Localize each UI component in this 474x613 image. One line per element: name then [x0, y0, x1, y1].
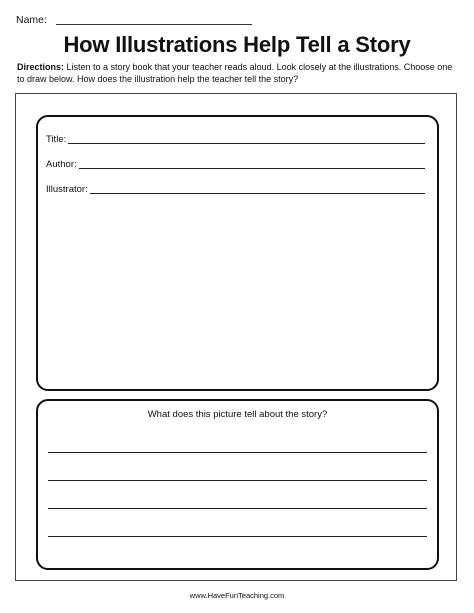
directions-label: Directions:	[17, 62, 65, 72]
name-field[interactable]	[16, 13, 246, 27]
title-field[interactable]	[46, 132, 425, 146]
writing-line-2[interactable]	[48, 480, 427, 481]
name-label: Name:	[16, 14, 47, 26]
writing-line-4[interactable]	[48, 536, 427, 537]
drawing-box[interactable]	[36, 115, 439, 391]
writing-question: What does this picture tell about the story?	[147, 409, 328, 420]
directions-text: Listen to a story book that your teacher reads aloud. Look closely at the illustrations. Choose one to draw below. How does the illustration help the teacher tell the story?	[17, 62, 453, 84]
writing-line-3[interactable]	[48, 508, 427, 509]
writing-line-1[interactable]	[48, 452, 427, 453]
name-line[interactable]	[56, 24, 252, 25]
author-label: Author:	[46, 159, 77, 170]
worksheet-title: How Illustrations Help Tell a Story	[63, 32, 411, 57]
author-line[interactable]	[79, 168, 425, 169]
directions	[17, 62, 462, 85]
footer-url: www.HaveFunTeaching.com	[189, 591, 285, 600]
illustrator-field[interactable]	[46, 182, 425, 196]
illustrator-label: Illustrator:	[46, 184, 88, 195]
writing-box[interactable]	[36, 399, 439, 570]
illustrator-line[interactable]	[90, 193, 425, 194]
title-line[interactable]	[68, 143, 425, 144]
author-field[interactable]	[46, 157, 425, 171]
title-label: Title:	[46, 134, 67, 145]
